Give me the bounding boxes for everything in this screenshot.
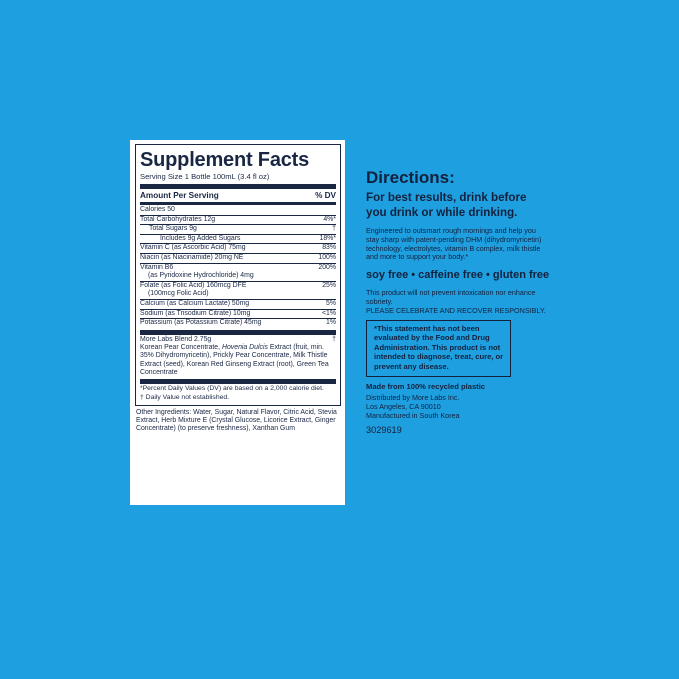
directions-section <box>366 168 550 436</box>
divider-medium <box>140 202 336 205</box>
nutrient-name: Vitamin C (as Ascorbic Acid) 75mg <box>140 244 246 252</box>
directions-title: Directions: <box>366 168 455 187</box>
blend-name: More Labs Blend 2.75g <box>140 335 212 343</box>
warning-line: This product will not prevent intoxication nor enhance sobriety. <box>366 288 536 306</box>
manufactured-line: Manufactured in South Korea <box>366 410 460 420</box>
nutrient-dv: 83% <box>322 244 336 252</box>
nutrient-name: Includes 9g Added Sugars <box>160 234 241 242</box>
supplement-facts-box <box>135 144 341 406</box>
nutrient-row <box>140 290 336 299</box>
amount-per-serving-header <box>140 190 336 201</box>
product-code: 3029619 <box>366 424 402 435</box>
nutrient-dv: 100% <box>318 253 336 261</box>
nutrient-name: Niacin (as Niacinamide) 20mg NE <box>140 253 244 261</box>
nutrient-row <box>140 309 336 319</box>
nutrient-row <box>140 234 336 244</box>
warning-text <box>366 289 546 315</box>
blend-ingredients <box>140 344 336 377</box>
blend-text-part1: Korean Pear Concentrate, <box>140 344 222 352</box>
footnote-dv: *Percent Daily Values (DV) are based on a 2,000 calorie diet. <box>140 385 324 393</box>
nutrient-dv: 18%* <box>319 234 336 242</box>
warning-line-emphasis: PLEASE CELEBRATE AND RECOVER RESPONSIBLY. <box>366 305 546 315</box>
nutrient-row <box>140 281 336 291</box>
divider-thick <box>140 379 336 384</box>
divider-thick <box>140 330 336 335</box>
nutrient-name: Potassium (as Potassium Citrate) 45mg <box>140 319 262 327</box>
nutrient-row <box>140 299 336 309</box>
nutrient-dv: 1% <box>326 319 336 327</box>
distributor-line: Distributed by More Labs Inc. <box>366 392 460 402</box>
nutrient-dv: 200% <box>318 263 336 271</box>
nutrient-name: Total Carbohydrates 12g <box>140 215 216 223</box>
serving-size: Serving Size 1 Bottle 100mL (3.4 fl oz) <box>140 172 270 181</box>
nutrient-row <box>140 243 336 253</box>
nutrient-row <box>140 318 336 328</box>
footnote-dagger: † Daily Value not established. <box>140 393 230 401</box>
nutrient-dv: 25% <box>322 281 336 289</box>
directions-subtitle: For best results, drink before you drink or while drinking. <box>366 191 527 219</box>
directions-body: Engineered to outsmart rough mornings and help you stay sharp with patent-pending DHM (dihydromyricetin) technology, electrolytes, vitamin B complex, milk thistle and more to support your body.* <box>366 226 542 262</box>
amount-per-serving-label: Amount Per Serving <box>140 191 219 200</box>
nutrient-row <box>140 206 336 215</box>
dv-header: % DV <box>315 191 336 200</box>
recycled-note: Made from 100% recycled plastic <box>366 381 486 391</box>
nutrient-row <box>140 253 336 263</box>
nutrient-row <box>140 224 336 234</box>
distributor-info <box>366 393 546 420</box>
supplement-facts-panel <box>130 140 345 505</box>
nutrient-dv: <1% <box>322 309 336 317</box>
supplement-facts-title: Supplement Facts <box>140 149 310 171</box>
nutrient-name: Vitamin B6 <box>140 263 174 271</box>
nutrient-row <box>140 215 336 225</box>
nutrient-dv: 5% <box>326 299 336 307</box>
allergen-free-line: soy free • caffeine free • gluten free <box>366 269 550 282</box>
blend-row <box>140 336 336 344</box>
nutrient-name: Total Sugars 9g <box>149 225 197 233</box>
blend-dv: † <box>332 335 336 343</box>
nutrient-name: (as Pyridoxine Hydrochloride) 4mg <box>148 272 254 280</box>
blend-text-part2: Extract (fruit, min. 35% Dihydromyricetin), Prickly Pear Concentrate, Milk Thistle Extract (seed), Korean Red Ginseng Extract (root), Green Tea Concentrate <box>140 344 329 377</box>
nutrient-name: Folate (as Folic Acid) 160mcg DFE <box>140 281 247 289</box>
nutrient-name: Calcium (as Calcium Lactate) 50mg <box>140 299 250 307</box>
nutrient-name: Sodium (as Trisodium Citrate) 10mg <box>140 309 251 317</box>
nutrient-name: Calories 50 <box>140 206 175 213</box>
address-line: Los Angeles, CA 90010 <box>366 401 441 411</box>
nutrient-dv: † <box>332 225 336 233</box>
nutrient-name: (100mcg Folic Acid) <box>148 290 209 298</box>
nutrient-dv: 4%* <box>323 215 336 223</box>
nutrient-row <box>140 272 336 281</box>
other-ingredients: Other Ingredients: Water, Sugar, Natural Flavor, Citric Acid, Stevia Extract, Herb Mixture E (Crystal Glucose, Licorice Extract, Ginger Concentrate) (to preserve freshness), Xanthan Gum <box>136 408 337 433</box>
nutrient-row <box>140 263 336 273</box>
blend-text-italic: Hovenia Dulcis <box>221 344 268 352</box>
divider-thick <box>140 184 336 189</box>
fda-statement-box: *This statement has not been evaluated by the Food and Drug Administration. This product is not intended to diagnose, treat, cure, or prevent any disease. <box>366 320 511 377</box>
